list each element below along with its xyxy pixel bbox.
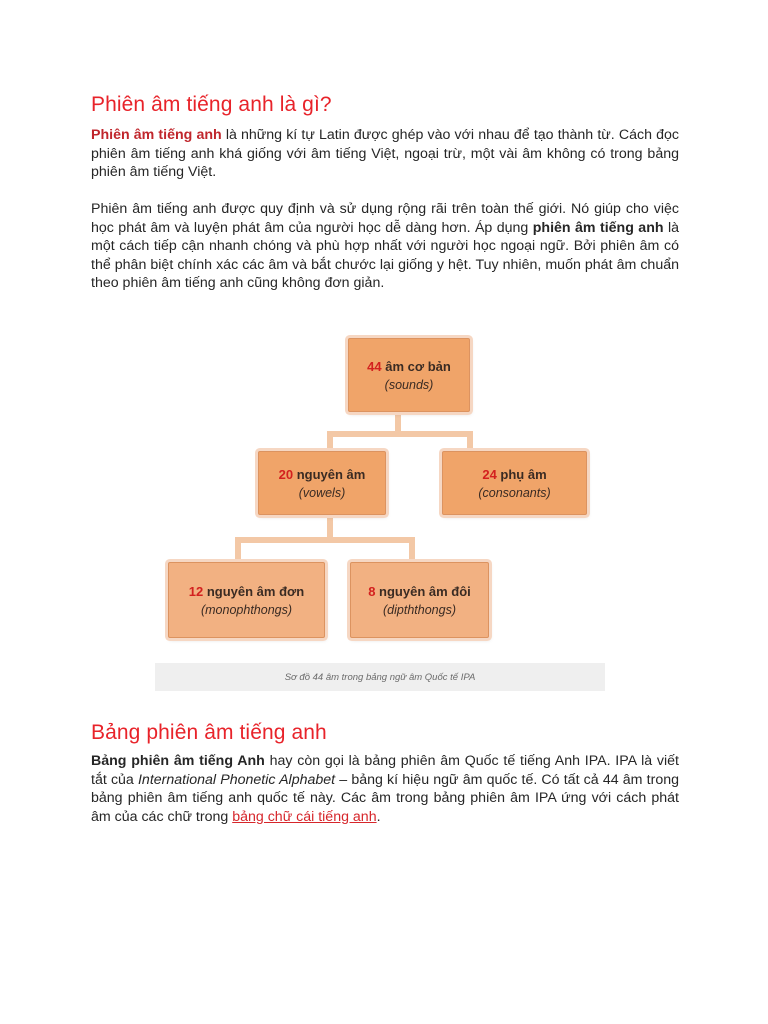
usage-paragraph xyxy=(91,200,679,293)
node-12-number: 12 xyxy=(188,583,204,599)
connector-level1-bar xyxy=(327,431,473,437)
connector-consonants-up xyxy=(467,431,473,453)
connector-mono-up xyxy=(235,537,241,563)
diagram-caption: Sơ đồ 44 âm trong bảng ngữ âm Quốc tế IPA xyxy=(155,663,605,691)
intro-term: Phiên âm tiếng anh xyxy=(91,127,222,143)
section-title-what-is: Phiên âm tiếng anh là gì? xyxy=(91,93,332,116)
section-title-ipa-table: Bảng phiên âm tiếng anh xyxy=(91,721,327,744)
node-24-consonants xyxy=(442,451,587,515)
connector-diph-up xyxy=(409,537,415,563)
node-44-number: 44 xyxy=(367,358,382,374)
node-44-sub: (sounds) xyxy=(384,377,434,392)
intro-text: là những kí tự Latin được ghép vào với nhau để tạo thành từ. Cách đọc phiên âm tiếng anh khá giống với âm tiếng Việt, ngoại trừ, một vài âm không có trong bảng phiên âm tiếng Việt. xyxy=(91,127,679,180)
node-20-label: nguyên âm xyxy=(293,466,366,482)
node-12-label: nguyên âm đơn xyxy=(203,583,305,599)
usage-text-b: là một cách tiếp cận nhanh chóng và phù hợp nhất với người học ngoại ngữ. Bởi phiên âm có thể phân biệt chính xác các âm và bắt chước lại giống y hệt. Tuy nhiên, muốn phát âm chuẩn theo phiên âm tiếng anh cũng không đơn giản. xyxy=(91,219,680,291)
connector-level2-bar xyxy=(235,537,415,543)
intro-paragraph xyxy=(91,126,679,182)
node-12-sub: (monophthongs) xyxy=(200,602,293,617)
node-12-monophthongs xyxy=(168,562,325,638)
ipa-sounds-diagram xyxy=(155,325,605,665)
node-24-number: 24 xyxy=(482,466,497,482)
connector-vowels-up xyxy=(327,431,333,453)
ipa-paragraph xyxy=(91,752,679,826)
node-24-label: phụ âm xyxy=(496,466,547,482)
usage-text-a: Phiên âm tiếng anh được quy định và sử dụng rộng rãi trên toàn thế giới. Nó giúp cho việc học phát âm và luyện phát âm của người học dễ dàng hơn. Áp dụng xyxy=(91,201,679,236)
node-44-sounds xyxy=(348,338,470,412)
node-44-label: âm cơ bản xyxy=(381,358,451,374)
node-20-vowels xyxy=(258,451,386,515)
ipa-text-b: – bảng kí hiệu ngữ âm quốc tế. Có tất cả 44 âm trong bảng phiên âm tiếng anh quốc tế này. Các âm trong bảng phiên âm IPA ứng với cách phát âm của các chữ trong xyxy=(91,771,679,825)
node-20-sub: (vowels) xyxy=(298,485,346,500)
usage-term: phiên âm tiếng anh xyxy=(532,219,664,236)
ipa-text-end: . xyxy=(376,808,381,825)
ipa-full-name: International Phonetic Alphabet xyxy=(137,771,336,788)
ipa-term: Bảng phiên âm tiếng Anh xyxy=(91,753,265,769)
node-8-label: nguyên âm đôi xyxy=(375,583,471,599)
node-20-number: 20 xyxy=(278,466,294,482)
node-8-sub: (dipththongs) xyxy=(383,602,456,617)
node-8-number: 8 xyxy=(368,583,376,599)
alphabet-link[interactable]: bảng chữ cái tiếng anh xyxy=(232,808,377,825)
ipa-text-a: hay còn gọi là bảng phiên âm Quốc tế tiếng Anh IPA. IPA là viết tắt của xyxy=(91,753,679,788)
node-8-diphthongs xyxy=(350,562,489,638)
node-24-sub: (consonants) xyxy=(478,485,551,500)
